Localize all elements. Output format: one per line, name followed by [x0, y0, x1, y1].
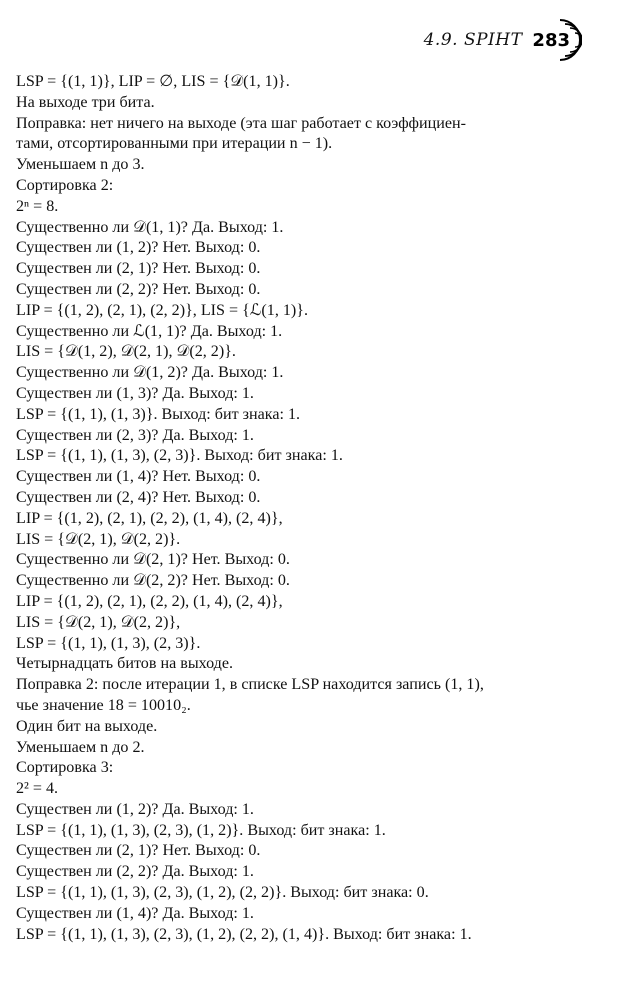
text-line: Четырнадцать битов на выходе.: [16, 655, 234, 673]
text-line: LSP = {(1, 1)}, LIP = ∅, LIS = {𝒟(1, 1)}.: [16, 73, 290, 90]
text-line: Существен ли (1, 2)? Нет. Выход: 0.: [16, 239, 261, 257]
text-line: 2ⁿ = 8.: [16, 197, 59, 215]
text-line: Существенно ли 𝒟(1, 2)? Да. Выход: 1.: [16, 364, 284, 382]
text-line: чье значение 18 = 10010₂.: [16, 696, 191, 714]
text-line: Поправка: нет ничего на выходе (эта шаг работает с коэффициен-: [16, 114, 466, 132]
text-line: Существен ли (1, 4)? Нет. Выход: 0.: [16, 468, 261, 486]
text-line: Существенно ли 𝒟(1, 1)? Да. Выход: 1.: [16, 218, 284, 236]
text-line: LIS = {𝒟(2, 1), 𝒟(2, 2)}.: [16, 530, 181, 548]
text-line: LSP = {(1, 1), (1, 3), (2, 3)}.: [16, 634, 201, 652]
text-line: Сортировка 3:: [16, 759, 114, 777]
text-line: Существен ли (1, 2)? Да. Выход: 1.: [16, 800, 254, 818]
text-line: Существен ли (1, 3)? Да. Выход: 1.: [16, 384, 254, 402]
text-line: Существен ли (2, 1)? Нет. Выход: 0.: [16, 842, 261, 860]
text-line: LSP = {(1, 1), (1, 3), (2, 3)}. Выход: бит знака: 1.: [16, 447, 343, 465]
text-line: Существен ли (1, 4)? Да. Выход: 1.: [16, 904, 254, 922]
page-number-arcs-decoration: [556, 16, 582, 64]
text-line: Один бит на выходе.: [16, 717, 158, 735]
page-header: [424, 18, 570, 62]
text-line: LSP = {(1, 1), (1, 3), (2, 3), (1, 2), (2, 2)}. Выход: бит знака: 0.: [16, 884, 429, 902]
text-line: Уменьшаем n до 3.: [16, 156, 145, 174]
text-line: LSP = {(1, 1), (1, 3), (2, 3), (1, 2)}. Выход: бит знака: 1.: [16, 821, 386, 839]
running-head: 4.9. SPIHT: [423, 30, 523, 50]
text-line: Существенно ли 𝒟(2, 2)? Нет. Выход: 0.: [16, 572, 290, 590]
text-line: тами, отсортированными при итерации n − 1).: [16, 135, 333, 153]
text-line: Поправка 2: после итерации 1, в списке LSP находится запись (1, 1),: [16, 676, 484, 694]
text-line: LSP = {(1, 1), (1, 3)}. Выход: бит знака: 1.: [16, 405, 301, 423]
text-line: Существенно ли 𝒟(2, 1)? Нет. Выход: 0.: [16, 551, 290, 569]
text-line: Существен ли (2, 2)? Нет. Выход: 0.: [16, 280, 261, 298]
page-number: 283: [532, 29, 570, 51]
text-line: Существен ли (2, 1)? Нет. Выход: 0.: [16, 260, 261, 278]
text-line: Существен ли (2, 4)? Нет. Выход: 0.: [16, 488, 261, 506]
text-line: LSP = {(1, 1), (1, 3), (2, 3), (1, 2), (2, 2), (1, 4)}. Выход: бит знака: 1.: [16, 925, 472, 943]
text-line: LIS = {𝒟(2, 1), 𝒟(2, 2)},: [16, 613, 181, 631]
text-line: LIS = {𝒟(1, 2), 𝒟(2, 1), 𝒟(2, 2)}.: [16, 343, 236, 361]
text-line: Уменьшаем n до 2.: [16, 738, 145, 756]
text-line: LIP = {(1, 2), (2, 1), (2, 2), (1, 4), (2, 4)},: [16, 592, 283, 610]
text-line: LIP = {(1, 2), (2, 1), (2, 2)}, LIS = {ℒ(1, 1)}.: [16, 301, 309, 319]
text-line: Сортировка 2:: [16, 176, 114, 194]
text-line: 2² = 4.: [16, 780, 59, 798]
text-line: На выходе три бита.: [16, 93, 155, 111]
text-line: Существенно ли ℒ(1, 1)? Да. Выход: 1.: [16, 322, 283, 340]
text-line: LIP = {(1, 2), (2, 1), (2, 2), (1, 4), (2, 4)},: [16, 509, 283, 527]
text-line: Существен ли (2, 2)? Да. Выход: 1.: [16, 863, 254, 881]
page-body: [16, 72, 616, 945]
text-line: Существен ли (2, 3)? Да. Выход: 1.: [16, 426, 254, 444]
